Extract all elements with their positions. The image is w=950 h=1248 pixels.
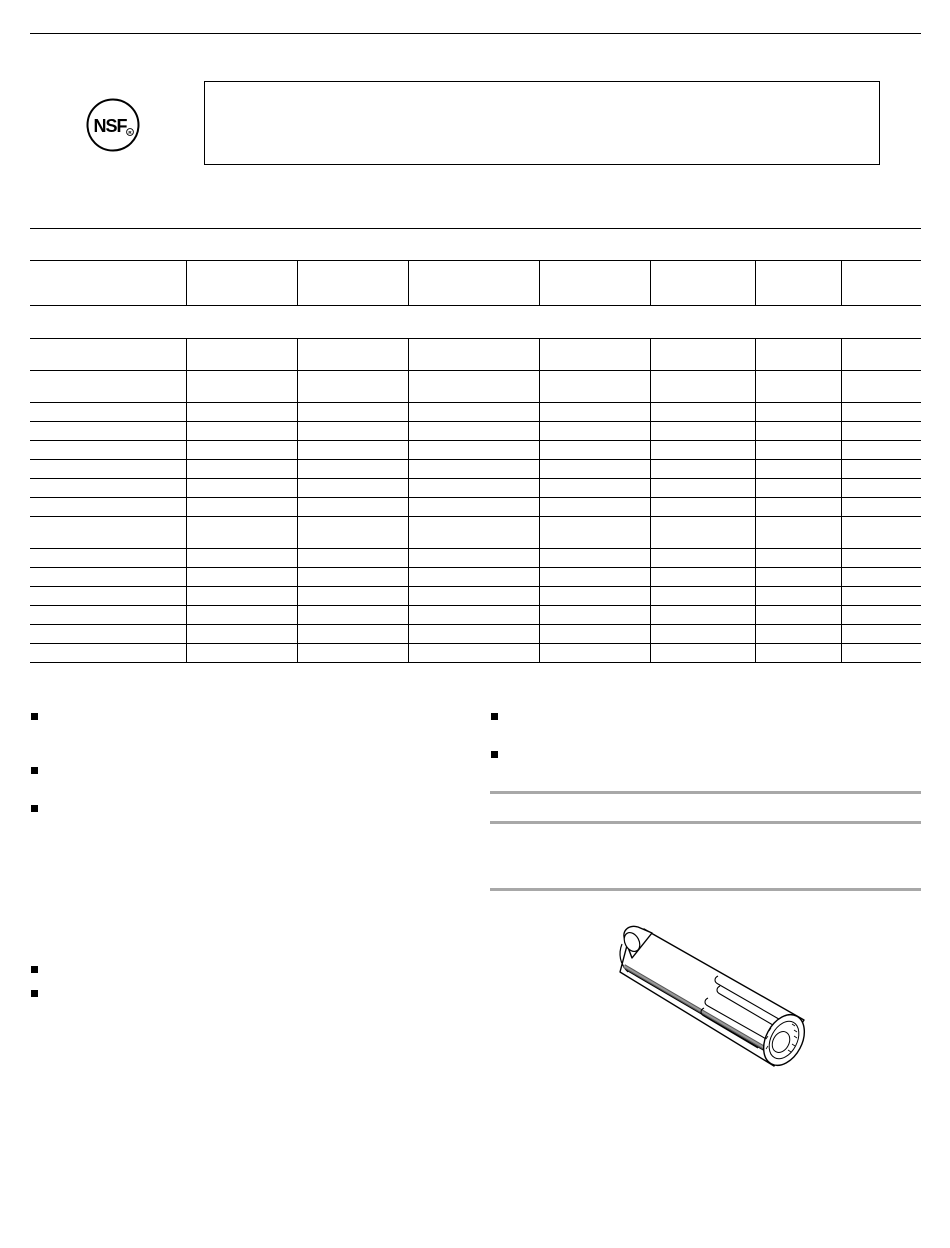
bullet-icon (491, 713, 498, 720)
table-row (30, 548, 921, 549)
table-row (30, 478, 921, 479)
table-row (30, 421, 921, 422)
table-row (30, 370, 921, 371)
bullet-icon (31, 990, 38, 997)
table-top-rule (30, 228, 921, 229)
svg-text:NSF: NSF (93, 116, 127, 136)
callout-bottom-rule (490, 888, 921, 891)
table-header-rule (30, 260, 921, 261)
bullet-icon (31, 713, 38, 720)
table-row (30, 497, 921, 498)
notice-box (204, 81, 880, 165)
table-row (30, 338, 921, 339)
callout-top-rule (490, 791, 921, 794)
table-row (30, 440, 921, 441)
table-row (30, 586, 921, 587)
table-row (30, 516, 921, 517)
bullet-icon (491, 751, 498, 758)
table-row (30, 402, 921, 403)
svg-text:R: R (128, 130, 132, 135)
table-row (30, 624, 921, 625)
table-row (30, 567, 921, 568)
table-row (30, 643, 921, 644)
bullet-icon (31, 767, 38, 774)
table-header-bottom-rule (30, 305, 921, 306)
water-filter-cartridge-icon (608, 920, 808, 1070)
table-row (30, 605, 921, 606)
table-row (30, 459, 921, 460)
bullet-icon (31, 805, 38, 812)
nsf-logo-icon (86, 98, 140, 152)
top-rule (30, 33, 921, 34)
callout-mid-rule (490, 821, 921, 824)
bullet-icon (31, 966, 38, 973)
table-bottom-rule (30, 662, 921, 663)
